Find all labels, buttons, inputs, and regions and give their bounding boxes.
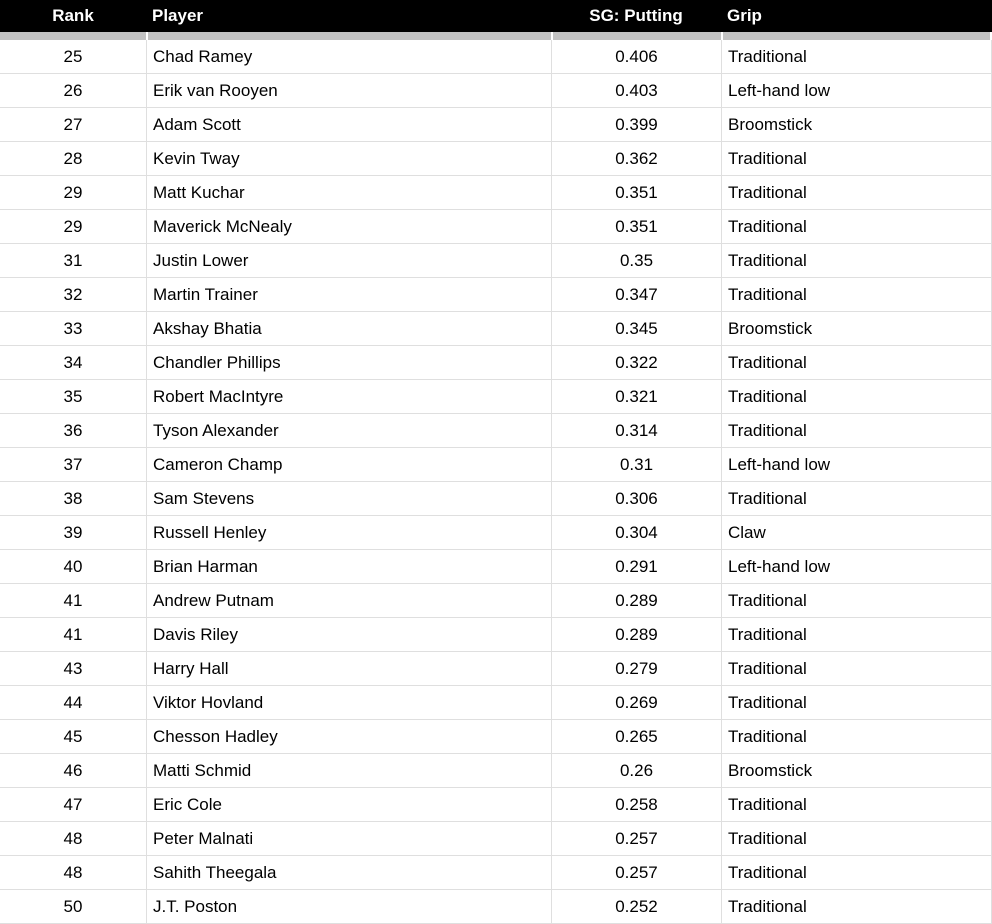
cell-grip[interactable]: Traditional	[721, 822, 992, 855]
cell-player[interactable]: Chad Ramey	[146, 40, 551, 73]
table-row	[0, 754, 992, 788]
frozen-divider-segment	[551, 32, 721, 40]
cell-grip[interactable]: Traditional	[721, 40, 992, 73]
cell-grip[interactable]: Traditional	[721, 618, 992, 651]
cell-rank[interactable]: 43	[63, 658, 83, 678]
table-row	[0, 652, 992, 686]
cell-grip[interactable]: Traditional	[721, 176, 992, 209]
cell-grip[interactable]: Claw	[721, 516, 992, 549]
cell-grip[interactable]: Traditional	[721, 380, 992, 413]
table-row	[0, 890, 992, 924]
cell-sg-putting[interactable]: 0.345	[551, 312, 721, 345]
cell-sg-putting[interactable]: 0.26	[551, 754, 721, 787]
cell-grip[interactable]: Traditional	[721, 346, 992, 379]
cell-grip[interactable]: Traditional	[721, 686, 992, 719]
cell-player[interactable]: Sahith Theegala	[146, 856, 551, 889]
header-sg-putting[interactable]: SG: Putting	[589, 6, 683, 25]
table-row	[0, 176, 992, 210]
cell-player[interactable]: Matt Kuchar	[146, 176, 551, 209]
header-grip[interactable]: Grip	[727, 6, 762, 25]
cell-rank[interactable]: 33	[63, 318, 83, 338]
cell-rank[interactable]: 38	[63, 488, 83, 508]
table-row	[0, 108, 992, 142]
cell-rank[interactable]: 26	[63, 80, 83, 100]
table-row	[0, 312, 992, 346]
cell-player[interactable]: Erik van Rooyen	[146, 74, 551, 107]
cell-player[interactable]: J.T. Poston	[146, 890, 551, 923]
cell-grip[interactable]: Traditional	[721, 482, 992, 515]
table-row	[0, 448, 992, 482]
cell-rank[interactable]: 25	[63, 46, 83, 66]
table-row	[0, 40, 992, 74]
cell-sg-putting[interactable]: 0.321	[551, 380, 721, 413]
table-row	[0, 550, 992, 584]
cell-player[interactable]: Eric Cole	[146, 788, 551, 821]
cell-grip[interactable]: Traditional	[721, 414, 992, 447]
cell-sg-putting[interactable]: 0.257	[551, 856, 721, 889]
cell-grip[interactable]: Traditional	[721, 856, 992, 889]
header-rank[interactable]: Rank	[52, 6, 94, 25]
cell-sg-putting[interactable]: 0.252	[551, 890, 721, 923]
cell-player[interactable]: Akshay Bhatia	[146, 312, 551, 345]
cell-player[interactable]: Justin Lower	[146, 244, 551, 277]
cell-player[interactable]: Robert MacIntyre	[146, 380, 551, 413]
table-row	[0, 856, 992, 890]
cell-sg-putting[interactable]: 0.362	[551, 142, 721, 175]
cell-sg-putting[interactable]: 0.289	[551, 618, 721, 651]
cell-rank[interactable]: 28	[63, 148, 83, 168]
cell-player[interactable]: Russell Henley	[146, 516, 551, 549]
cell-grip[interactable]: Traditional	[721, 890, 992, 923]
frozen-row-divider	[0, 32, 992, 40]
cell-sg-putting[interactable]: 0.291	[551, 550, 721, 583]
cell-grip[interactable]: Traditional	[721, 142, 992, 175]
cell-rank[interactable]: 41	[63, 624, 83, 644]
cell-player[interactable]: Chandler Phillips	[146, 346, 551, 379]
table-row	[0, 278, 992, 312]
cell-player[interactable]: Martin Trainer	[146, 278, 551, 311]
cell-sg-putting[interactable]: 0.265	[551, 720, 721, 753]
cell-sg-putting[interactable]: 0.35	[551, 244, 721, 277]
table-row	[0, 822, 992, 856]
cell-player[interactable]: Chesson Hadley	[146, 720, 551, 753]
table-row	[0, 380, 992, 414]
cell-rank[interactable]: 35	[63, 386, 83, 406]
table-row	[0, 346, 992, 380]
cell-rank[interactable]: 29	[63, 182, 83, 202]
cell-grip[interactable]: Traditional	[721, 788, 992, 821]
cell-rank[interactable]: 39	[63, 522, 83, 542]
cell-sg-putting[interactable]: 0.399	[551, 108, 721, 141]
cell-sg-putting[interactable]: 0.31	[551, 448, 721, 481]
cell-grip[interactable]: Broomstick	[721, 312, 992, 345]
table-body	[0, 40, 992, 924]
table-row	[0, 142, 992, 176]
cell-player[interactable]: Viktor Hovland	[146, 686, 551, 719]
cell-grip[interactable]: Left-hand low	[721, 448, 992, 481]
cell-player[interactable]: Brian Harman	[146, 550, 551, 583]
cell-sg-putting[interactable]: 0.258	[551, 788, 721, 821]
table-row	[0, 720, 992, 754]
cell-grip[interactable]: Broomstick	[721, 108, 992, 141]
cell-player[interactable]: Harry Hall	[146, 652, 551, 685]
table-row	[0, 584, 992, 618]
cell-player[interactable]: Sam Stevens	[146, 482, 551, 515]
cell-grip[interactable]: Traditional	[721, 652, 992, 685]
frozen-divider-segment	[0, 32, 146, 40]
cell-sg-putting[interactable]: 0.289	[551, 584, 721, 617]
table-header-row	[0, 0, 992, 32]
cell-rank[interactable]: 34	[63, 352, 83, 372]
cell-sg-putting[interactable]: 0.322	[551, 346, 721, 379]
cell-grip[interactable]: Traditional	[721, 720, 992, 753]
frozen-divider-segment	[146, 32, 551, 40]
cell-grip[interactable]: Traditional	[721, 584, 992, 617]
cell-rank[interactable]: 32	[63, 284, 83, 304]
header-player[interactable]: Player	[152, 6, 204, 25]
cell-player[interactable]: Davis Riley	[146, 618, 551, 651]
cell-sg-putting[interactable]: 0.306	[551, 482, 721, 515]
cell-grip[interactable]: Left-hand low	[721, 550, 992, 583]
cell-rank[interactable]: 47	[63, 794, 83, 814]
frozen-divider-segment	[721, 32, 992, 40]
cell-grip[interactable]: Traditional	[721, 278, 992, 311]
cell-sg-putting[interactable]: 0.351	[551, 176, 721, 209]
cell-rank[interactable]: 45	[63, 726, 83, 746]
cell-rank[interactable]: 48	[63, 862, 83, 882]
cell-sg-putting[interactable]: 0.257	[551, 822, 721, 855]
table-row	[0, 74, 992, 108]
cell-sg-putting[interactable]: 0.347	[551, 278, 721, 311]
table-row	[0, 788, 992, 822]
cell-sg-putting[interactable]: 0.304	[551, 516, 721, 549]
cell-player[interactable]: Cameron Champ	[146, 448, 551, 481]
table-row	[0, 210, 992, 244]
cell-sg-putting[interactable]: 0.403	[551, 74, 721, 107]
cell-player[interactable]: Tyson Alexander	[146, 414, 551, 447]
cell-sg-putting[interactable]: 0.269	[551, 686, 721, 719]
cell-rank[interactable]: 40	[63, 556, 83, 576]
table-row	[0, 244, 992, 278]
table-row	[0, 516, 992, 550]
cell-rank[interactable]: 41	[63, 590, 83, 610]
cell-rank[interactable]: 48	[63, 828, 83, 848]
table-row	[0, 618, 992, 652]
cell-rank[interactable]: 31	[63, 250, 83, 270]
cell-grip[interactable]: Left-hand low	[721, 74, 992, 107]
cell-grip[interactable]: Traditional	[721, 244, 992, 277]
table-row	[0, 686, 992, 720]
table-row	[0, 482, 992, 516]
cell-rank[interactable]: 50	[63, 896, 83, 916]
cell-player[interactable]: Andrew Putnam	[146, 584, 551, 617]
cell-rank[interactable]: 37	[63, 454, 83, 474]
cell-rank[interactable]: 36	[63, 420, 83, 440]
cell-rank[interactable]: 29	[63, 216, 83, 236]
cell-player[interactable]: Adam Scott	[146, 108, 551, 141]
cell-rank[interactable]: 46	[63, 760, 83, 780]
cell-sg-putting[interactable]: 0.279	[551, 652, 721, 685]
cell-sg-putting[interactable]: 0.406	[551, 40, 721, 73]
cell-grip[interactable]: Broomstick	[721, 754, 992, 787]
cell-player[interactable]: Matti Schmid	[146, 754, 551, 787]
cell-player[interactable]: Peter Malnati	[146, 822, 551, 855]
table-row	[0, 414, 992, 448]
cell-grip[interactable]: Traditional	[721, 210, 992, 243]
cell-rank[interactable]: 44	[63, 692, 83, 712]
cell-rank[interactable]: 27	[63, 114, 83, 134]
cell-player[interactable]: Maverick McNealy	[146, 210, 551, 243]
cell-sg-putting[interactable]: 0.351	[551, 210, 721, 243]
cell-sg-putting[interactable]: 0.314	[551, 414, 721, 447]
cell-player[interactable]: Kevin Tway	[146, 142, 551, 175]
